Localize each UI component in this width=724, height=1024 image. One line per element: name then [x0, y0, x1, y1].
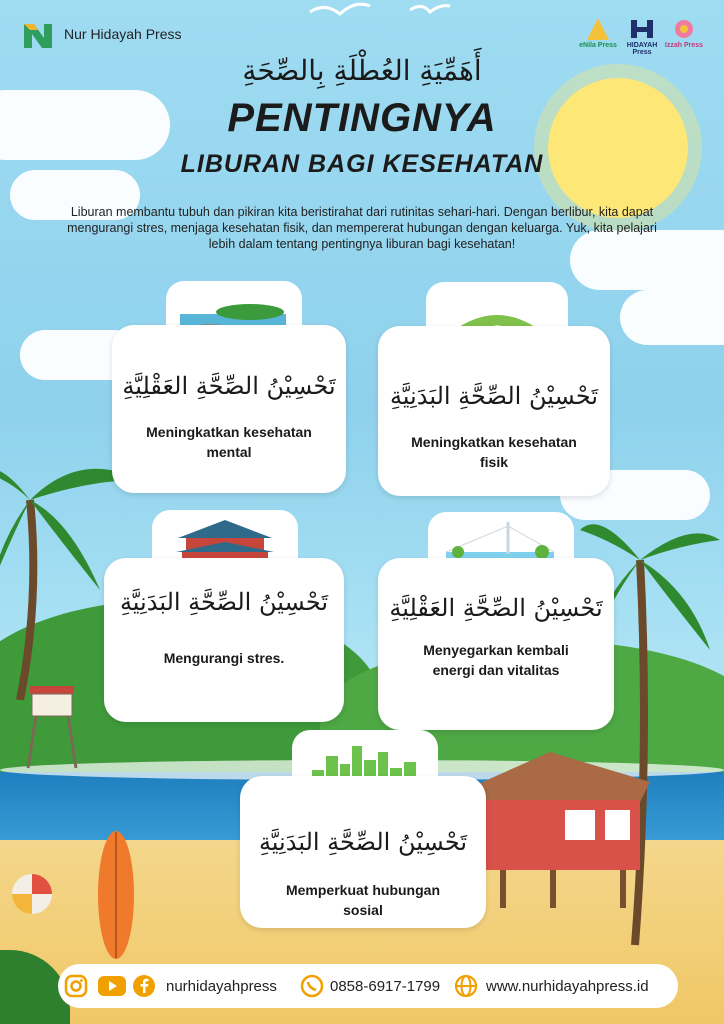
social-handle[interactable]: nurhidayahpress	[166, 978, 277, 995]
cloud	[620, 290, 724, 345]
brand-name: Nur Hidayah Press	[64, 26, 182, 42]
arabic-title: أَهَمِّيَةِ العُطْلَةِ بِالصِّحَةِ	[242, 54, 482, 87]
website-link[interactable]: www.nurhidayahpress.id	[486, 978, 649, 995]
card-text: Menyegarkan kembali energi dan vitalitas	[423, 642, 569, 678]
lifeguard-tower	[22, 680, 82, 770]
card-arabic: تَحْسِيْنُ الصِّحَّةِ العَقْلِيَّةِ	[389, 594, 603, 622]
facebook-icon[interactable]	[132, 974, 156, 998]
card-arabic: تَحْسِيْنُ الصِّحَّةِ البَدَنِيَّةِ	[119, 588, 329, 616]
izzah-logo-icon	[673, 18, 695, 40]
card-arabic: تَحْسِيْنُ الصِّحَّةِ البَدَنِيَّةِ	[389, 382, 599, 410]
partner-name: Izzah Press	[664, 42, 704, 49]
card-mental-health	[112, 325, 346, 493]
card-arabic: تَحْسِيْنُ الصِّحَّةِ العَقْلِيَّةِ	[122, 372, 336, 400]
card-arabic: تَحْسِيْنُ الصِّحَّةِ البَدَنِيَّةِ	[258, 828, 468, 856]
partner-logo	[664, 18, 704, 49]
surfboard	[96, 830, 136, 960]
youtube-icon[interactable]	[98, 976, 126, 996]
card-reduce-stress	[104, 558, 344, 722]
instagram-icon[interactable]	[64, 974, 88, 998]
card-text: Mengurangi stres.	[163, 650, 285, 666]
beach-ball	[10, 872, 54, 916]
intro-paragraph: Liburan membantu tubuh dan pikiran kita beristirahat dari rutinitas sehari-hari. Dengan berlibur, kita dapat mengurangi stres, menjaga kesehatan fisik, dan mempererat hubungan dengan keluarga. Yuk, kita pelajari lebih dalam tentang pentingnya liburan bagi kesehatan!	[67, 205, 657, 251]
page-title: PENTINGNYA	[227, 96, 497, 140]
card-text: Meningkatkan kesehatan mental	[146, 424, 312, 460]
partner-logo	[578, 18, 618, 49]
page-subtitle: LIBURAN BAGI KESEHATAN	[180, 150, 544, 178]
enila-logo-icon	[587, 18, 609, 40]
hidayah-logo-icon	[629, 18, 655, 40]
partner-name: eNila Press	[579, 42, 617, 49]
whatsapp-icon[interactable]	[300, 974, 324, 998]
card-text: Memperkuat hubungan sosial	[285, 882, 440, 918]
birds-icon	[300, 0, 460, 40]
card-text: Meningkatkan kesehatan fisik	[411, 434, 577, 470]
nur-hidayah-logo-icon	[24, 24, 52, 48]
globe-icon[interactable]	[454, 974, 478, 998]
partner-name: HIDAYAH Press	[626, 42, 658, 56]
phone-number[interactable]: 0858-6917-1799	[330, 978, 441, 995]
partner-logo	[622, 18, 662, 56]
